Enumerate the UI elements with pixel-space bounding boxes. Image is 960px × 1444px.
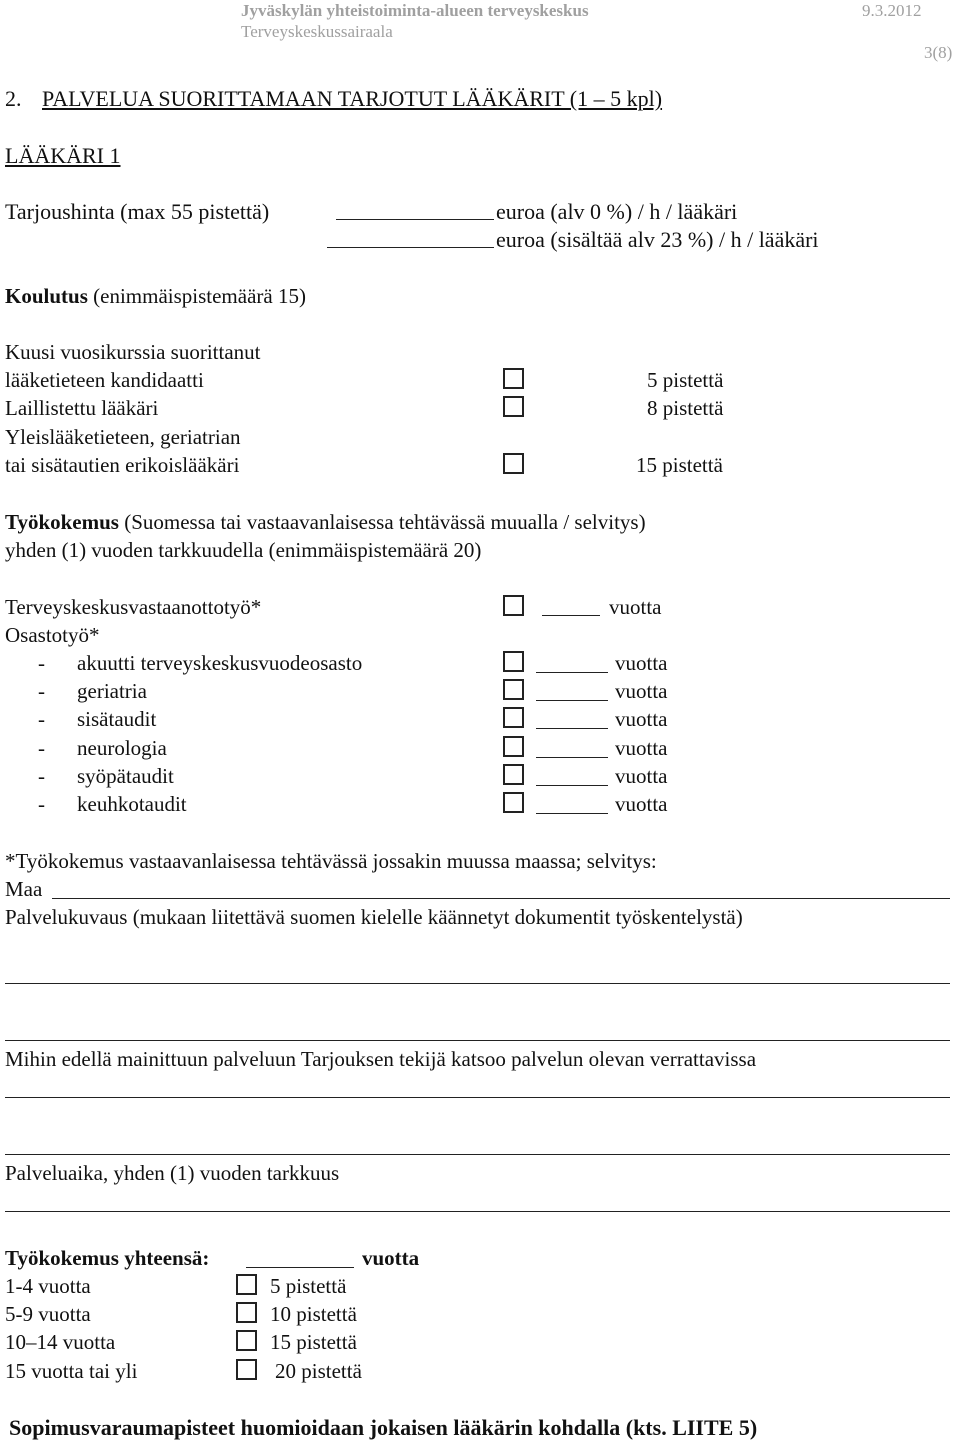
ward-neurology-years-field[interactable] [536, 757, 608, 758]
ward-dash: - [38, 764, 45, 788]
header-organization: Jyväskylän yhteistoiminta-alueen terveyskeskus [241, 1, 589, 20]
price-label: Tarjoushinta (max 55 pistettä) [5, 199, 270, 224]
description-field-line[interactable] [5, 983, 950, 984]
country-label: Maa [5, 877, 43, 901]
country-field[interactable] [52, 898, 950, 899]
total-range-15-plus-points: 20 pistettä [275, 1359, 362, 1383]
total-range-10-14-points: 15 pistettä [270, 1330, 357, 1354]
ward-acute-label: akuutti terveyskeskusvuodeosasto [77, 651, 363, 675]
price-excl-vat-text: euroa (alv 0 %) / h / lääkäri [496, 199, 738, 224]
total-experience-unit: vuotta [362, 1246, 420, 1270]
outpatient-unit: vuotta [609, 595, 662, 619]
ward-acute-years-field[interactable] [536, 672, 608, 673]
header-page-number: 3(8) [924, 43, 953, 62]
education-licensed-checkbox[interactable] [503, 396, 524, 417]
outpatient-years-field[interactable] [542, 615, 600, 616]
description-field-line[interactable] [5, 1040, 950, 1041]
ward-pulmonary-checkbox[interactable] [503, 792, 524, 813]
ward-oncology-checkbox[interactable] [503, 764, 524, 785]
service-time-label: Palveluaika, yhden (1) vuoden tarkkuus [5, 1161, 340, 1185]
ward-pulmonary-label: keuhkotaudit [77, 792, 187, 816]
header-department: Terveyskeskussairaala [241, 22, 393, 41]
total-range-10-14-checkbox[interactable] [236, 1330, 257, 1351]
outpatient-label: Terveyskeskusvastaanottotyö* [5, 595, 262, 619]
ward-dash: - [38, 736, 45, 760]
education-heading [5, 286, 306, 307]
ward-neurology-unit: vuotta [615, 736, 668, 760]
education-item-specialist-line2: tai sisätautien erikoislääkäri [5, 453, 240, 477]
experience-heading-note: (Suomessa tai vastaavanlaisessa tehtävässä muualla / selvitys) [118, 510, 646, 534]
ward-neurology-label: neurologia [77, 736, 167, 760]
ward-dash: - [38, 792, 45, 816]
total-range-5-9-points: 10 pistettä [270, 1302, 357, 1326]
education-licensed-points: 8 pistettä [647, 396, 724, 420]
experience-heading [5, 512, 646, 533]
total-range-10-14: 10–14 vuotta [5, 1330, 116, 1354]
doctor-heading: LÄÄKÄRI 1 [5, 143, 121, 168]
abroad-note: *Työkokemus vastaavanlaisessa tehtävässä jossakin muussa maassa; selvitys: [5, 849, 657, 873]
ward-oncology-label: syöpätaudit [77, 764, 174, 788]
ward-oncology-unit: vuotta [615, 764, 668, 788]
experience-heading-label: Työkokemus [5, 510, 119, 534]
ward-internal-unit: vuotta [615, 707, 668, 731]
outpatient-checkbox[interactable] [503, 595, 524, 616]
education-item-specialist-line1: Yleislääketieteen, geriatrian [5, 425, 241, 449]
total-range-15-plus-checkbox[interactable] [236, 1359, 257, 1380]
ward-dash: - [38, 651, 45, 675]
comparable-field-line[interactable] [5, 1154, 950, 1155]
total-range-1-4: 1-4 vuotta [5, 1274, 91, 1298]
ward-acute-unit: vuotta [615, 651, 668, 675]
total-range-5-9-checkbox[interactable] [236, 1302, 257, 1323]
ward-dash: - [38, 679, 45, 703]
total-range-5-9: 5-9 vuotta [5, 1302, 91, 1326]
ward-internal-years-field[interactable] [536, 728, 608, 729]
ward-geriatrics-checkbox[interactable] [503, 679, 524, 700]
education-specialist-points: 15 pistettä [636, 453, 723, 477]
ward-geriatrics-label: geriatria [77, 679, 147, 703]
price-incl-vat-text: euroa (sisältää alv 23 %) / h / lääkäri [496, 227, 819, 252]
total-experience-label: Työkokemus yhteensä: [5, 1246, 210, 1270]
ward-neurology-checkbox[interactable] [503, 736, 524, 757]
education-specialist-checkbox[interactable] [503, 453, 524, 474]
comparable-field-line[interactable] [5, 1097, 950, 1098]
comparable-label: Mihin edellä mainittuun palveluun Tarjouksen tekijä katsoo palvelun olevan verrattavissa [5, 1047, 757, 1071]
ward-internal-label: sisätaudit [77, 707, 157, 731]
ward-acute-checkbox[interactable] [503, 651, 524, 672]
price-incl-vat-field[interactable] [327, 247, 494, 248]
education-heading-label: Koulutus [5, 284, 88, 308]
education-heading-note: (enimmäispistemäärä 15) [87, 284, 306, 308]
ward-dash: - [38, 707, 45, 731]
price-excl-vat-field[interactable] [336, 219, 494, 220]
section-number: 2. [5, 86, 22, 111]
ward-pulmonary-years-field[interactable] [536, 813, 608, 814]
section-title: PALVELUA SUORITTAMAAN TARJOTUT LÄÄKÄRIT (1 – 5 kpl) [42, 86, 663, 111]
ward-geriatrics-unit: vuotta [615, 679, 668, 703]
total-range-1-4-checkbox[interactable] [236, 1274, 257, 1295]
ward-pulmonary-unit: vuotta [615, 792, 668, 816]
description-label: Palvelukuvaus (mukaan liitettävä suomen kielelle käännetyt dokumentit työskentelystä) [5, 905, 743, 929]
education-candidate-points: 5 pistettä [647, 368, 724, 392]
service-time-field[interactable] [5, 1211, 950, 1212]
education-item-candidate-line1: Kuusi vuosikurssia suorittanut [5, 340, 261, 364]
education-item-candidate-line2: lääketieteen kandidaatti [5, 368, 204, 392]
header-date: 9.3.2012 [862, 1, 922, 20]
footer-note: Sopimusvaraumapisteet huomioidaan jokaisen lääkärin kohdalla (kts. LIITE 5) [9, 1415, 758, 1440]
ward-oncology-years-field[interactable] [536, 785, 608, 786]
ward-internal-checkbox[interactable] [503, 707, 524, 728]
education-item-licensed: Laillistettu lääkäri [5, 396, 159, 420]
experience-subheading: yhden (1) vuoden tarkkuudella (enimmäispistemäärä 20) [5, 538, 482, 562]
ward-label: Osastotyö* [5, 623, 100, 647]
total-range-1-4-points: 5 pistettä [270, 1274, 347, 1298]
ward-geriatrics-years-field[interactable] [536, 700, 608, 701]
total-years-field[interactable] [246, 1267, 354, 1268]
education-candidate-checkbox[interactable] [503, 368, 524, 389]
total-range-15-plus: 15 vuotta tai yli [5, 1359, 138, 1383]
